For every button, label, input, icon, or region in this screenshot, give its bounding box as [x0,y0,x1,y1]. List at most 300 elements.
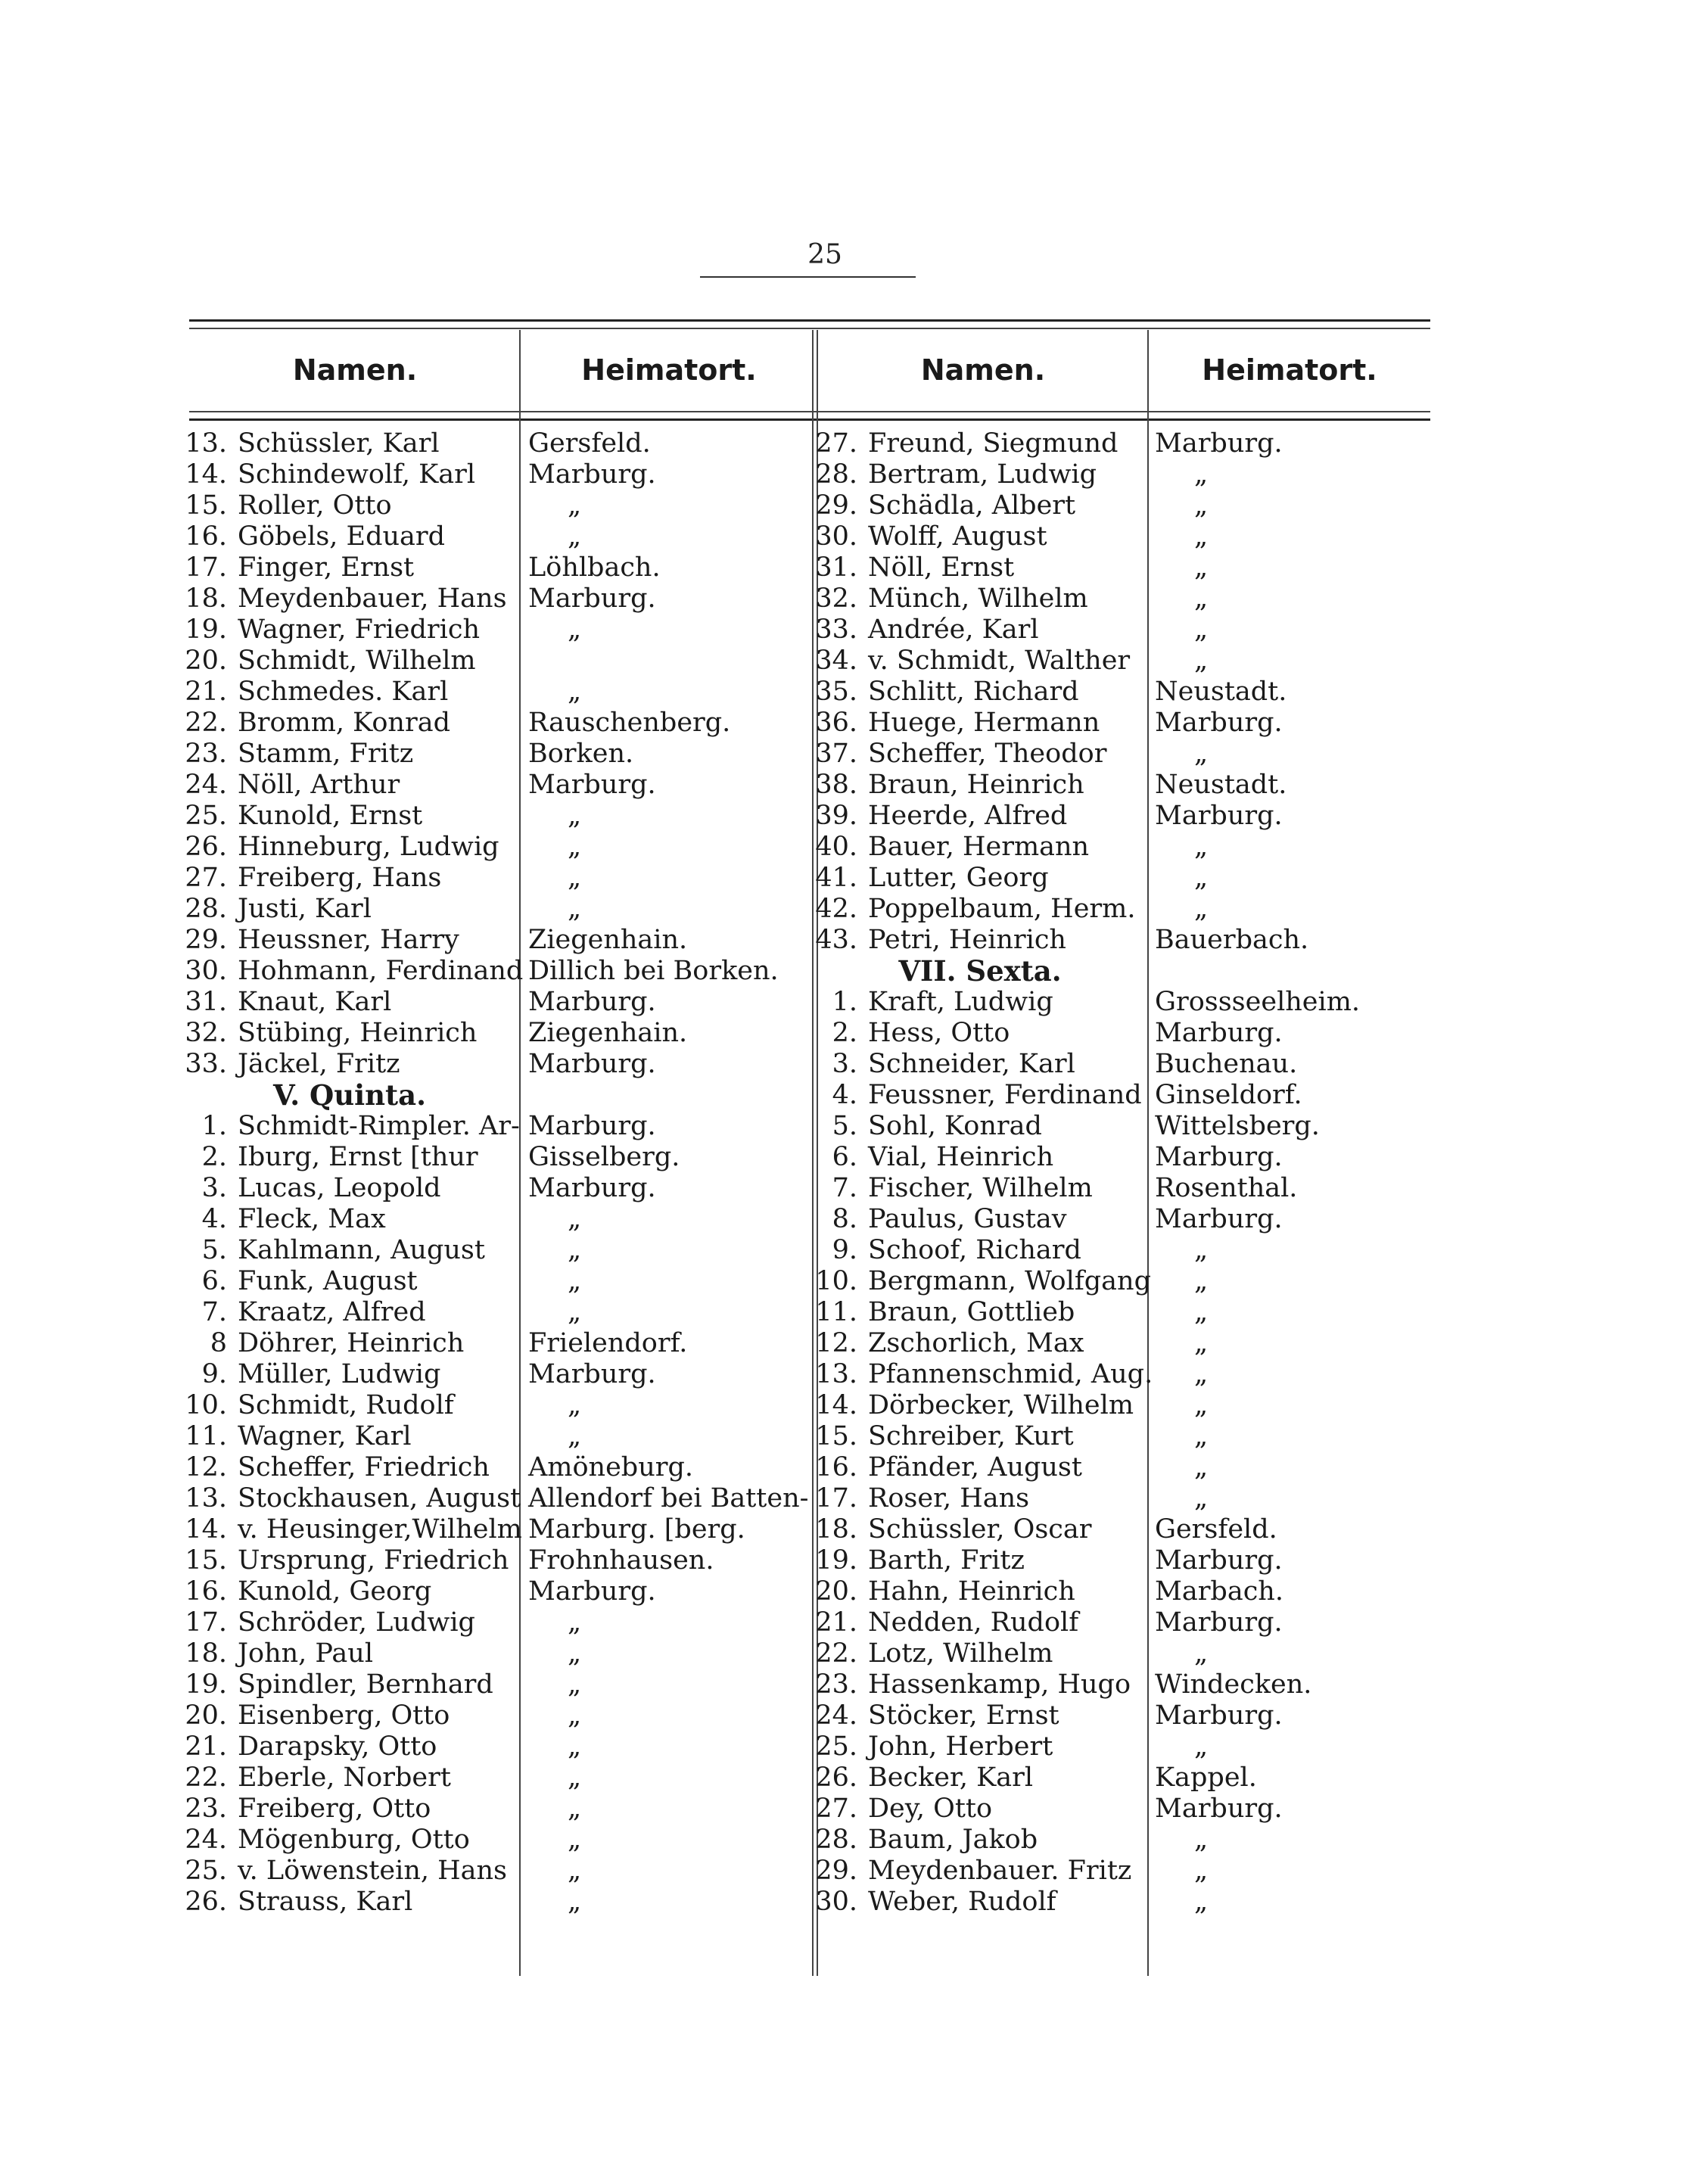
header-namen-right: Namen. [920,353,1046,387]
entry-number: 19. [185,1669,227,1700]
student-entry [814,1514,1147,1545]
ditto-mark: „ [1194,1328,1209,1358]
student-name: Sohl, Konrad [868,1111,1042,1141]
student-entry [814,1297,1147,1328]
student-name: Ursprung, Friedrich [238,1545,509,1576]
ditto-mark: „ [1194,832,1209,862]
student-entry [814,614,1147,646]
table-header-rule [189,411,1430,421]
place-cell [1149,1731,1430,1762]
place-cell [1149,1669,1430,1700]
entry-number: 9. [201,1359,227,1389]
place-cell [522,1514,810,1545]
entry-number: 27. [815,428,857,459]
ditto-mark: „ [1194,1297,1209,1327]
student-name: Wolff, August [868,521,1047,552]
student-entry [814,832,1147,863]
ditto-mark: „ [568,801,582,831]
place-cell [522,1235,810,1266]
table-top-rule [189,319,1430,329]
place-cell [1149,1297,1430,1328]
student-name: v. Schmidt, Walther [868,646,1131,676]
hometown: Kappel. [1155,1762,1257,1793]
place-cell [1149,1173,1430,1204]
hometown: Marburg. [berg. [528,1514,745,1545]
student-entry [183,521,516,552]
entry-number: 23. [185,739,227,769]
place-cell [522,1794,810,1825]
entry-number: 25. [815,1731,857,1762]
hometown [522,646,528,676]
place-cell [1149,1887,1430,1918]
entry-number: 2. [201,1142,227,1172]
student-entry [183,1545,516,1576]
student-entry [183,894,516,925]
entry-number: 2. [832,1018,857,1048]
entry-number: 21. [815,1607,857,1638]
ditto-mark: „ [1194,552,1209,583]
student-entry [814,1576,1147,1607]
hometown: Allendorf bei Batten- [528,1483,809,1514]
ditto-mark: „ [1194,1825,1209,1855]
place-cell [1149,1638,1430,1669]
student-name: Pfänder, August [868,1452,1082,1482]
student-name: Paulus, Gustav [868,1204,1067,1234]
place-cell [522,925,810,956]
student-entry [814,894,1147,925]
student-entry [814,770,1147,801]
hometown: Grossseelheim. [1155,987,1361,1017]
student-name: Mögenburg, Otto [238,1825,470,1855]
entry-number: 22. [185,708,227,738]
student-name: Lucas, Leopold [238,1173,441,1203]
student-entry [814,1452,1147,1483]
entry-number: 5. [832,1111,857,1141]
student-name: Freiberg, Hans [238,863,442,893]
entry-number: 32. [815,583,857,614]
entry-number: 30. [815,1887,857,1917]
student-entry [814,1080,1147,1111]
place-cell [1149,1204,1430,1235]
ditto-mark: „ [1194,1731,1209,1762]
place-cell [1149,521,1430,552]
student-name: Funk, August [238,1266,418,1296]
student-entry [183,583,516,614]
student-entry [183,1421,516,1452]
student-name: Hassenkamp, Hugo [868,1669,1131,1700]
hometown: Marburg. [1155,1142,1283,1172]
student-entry [814,1359,1153,1390]
place-cell [1149,770,1430,801]
column-divider [519,330,521,1976]
hometown: Rauschenberg. [528,708,731,738]
entry-number: 19. [815,1545,857,1576]
student-name: Heerde, Alfred [868,801,1068,831]
entry-number: 14. [185,459,227,490]
entry-number: 16. [815,1452,857,1482]
entry-number: 17. [185,552,227,583]
entry-number: 32. [185,1018,227,1048]
student-entry [183,1173,516,1204]
header-heimatort-right: Heimatort. [1202,353,1377,387]
ditto-mark: „ [568,863,582,893]
entry-number: 18. [185,1638,227,1669]
entry-number: 30. [185,956,227,986]
ditto-mark: „ [568,1700,582,1731]
entry-number: 28. [815,459,857,490]
hometown: Ziegenhain. [528,1018,688,1048]
entry-number: 42. [815,894,857,924]
student-entry [183,1452,516,1483]
entry-number: 3. [201,1173,227,1203]
hometown: Amöneburg. [528,1452,693,1482]
student-name: Braun, Heinrich [868,770,1084,800]
hometown: Marburg. [528,987,656,1017]
student-entry [814,1545,1147,1576]
entry-number: 11. [815,1297,857,1327]
hometown: Windecken. [1155,1669,1312,1700]
student-entry [183,863,516,894]
student-name: Lotz, Wilhelm [868,1638,1053,1669]
student-entry [814,1390,1147,1421]
student-name: Roller, Otto [238,490,392,521]
hometown: Marburg. [1155,1700,1283,1731]
student-name: Heussner, Harry [238,925,459,955]
student-entry [183,1576,516,1607]
student-name: Kraatz, Alfred [238,1297,426,1327]
ditto-mark: „ [568,832,582,862]
hometown: Frielendorf. [528,1328,688,1358]
student-name: Stockhausen, August [238,1483,521,1514]
right-names-column [814,428,1153,1918]
ditto-mark: „ [1194,521,1209,552]
student-entry [814,801,1147,832]
student-entry [814,1111,1147,1142]
place-cell [1149,1421,1430,1452]
place-cell [1149,1762,1430,1794]
place-cell [522,459,810,490]
student-name: Wagner, Karl [238,1421,412,1451]
student-entry [814,1483,1147,1514]
section-heading: VII. Sexta. [898,954,1062,988]
student-name: Strauss, Karl [238,1887,413,1917]
student-name: Vial, Heinrich [868,1142,1054,1172]
student-entry [183,1607,516,1638]
place-cell [522,1825,810,1856]
entry-number: 28. [815,1825,857,1855]
place-cell [1149,459,1430,490]
hometown: Frohnhausen. [528,1545,714,1576]
student-name: Kahlmann, August [238,1235,485,1265]
ditto-mark: „ [568,614,582,645]
ditto-mark: „ [1194,583,1209,614]
ditto-mark: „ [1194,1638,1209,1669]
entry-number: 25. [185,1856,227,1886]
entry-number: 15. [185,490,227,521]
student-name: Nöll, Ernst [868,552,1015,583]
student-name: Schneider, Karl [868,1049,1075,1079]
entry-number: 18. [185,583,227,614]
place-cell [522,552,810,583]
student-name: Nedden, Rudolf [868,1607,1079,1638]
place-cell [522,1204,810,1235]
entry-number: 20. [185,646,227,676]
place-cell [1149,1607,1430,1638]
entry-number: 37. [815,739,857,769]
ditto-mark: „ [1194,1235,1209,1265]
entry-number: 6. [832,1142,857,1172]
place-cell [1149,1235,1430,1266]
student-entry [814,677,1147,708]
student-entry [814,1266,1151,1297]
student-entry [183,1297,516,1328]
student-entry [183,1142,516,1173]
entry-number: 36. [815,708,857,738]
student-entry [814,1204,1147,1235]
student-entry [814,1421,1147,1452]
student-name: Jäckel, Fritz [238,1049,400,1079]
entry-number: 41. [815,863,857,893]
student-name: Kraft, Ludwig [868,987,1053,1017]
student-entry [183,1825,516,1856]
place-cell [1149,1545,1430,1576]
student-entry [183,1266,516,1297]
entry-number: 18. [815,1514,857,1545]
entry-number: 4. [832,1080,857,1110]
student-name: Hahn, Heinrich [868,1576,1075,1607]
table-body [185,428,1430,1980]
entry-number: 35. [815,677,857,707]
hometown: Bauerbach. [1155,925,1309,955]
ditto-mark: „ [568,1235,582,1265]
entry-number: 26. [815,1762,857,1793]
place-cell [522,1359,810,1390]
entry-number: 21. [185,1731,227,1762]
entry-number: 19. [185,614,227,645]
entry-number: 39. [815,801,857,831]
entry-number: 27. [815,1794,857,1824]
student-name: Hohmann, Ferdinand [238,956,524,986]
ditto-mark: „ [568,1390,582,1420]
entry-number: 29. [185,925,227,955]
hometown: Löhlbach. [528,552,661,583]
hometown: Gersfeld. [1155,1514,1277,1545]
student-name: Schüssler, Oscar [868,1514,1092,1545]
student-name: Meydenbauer. Fritz [868,1856,1132,1886]
place-cell [1149,428,1430,459]
place-cell [1149,614,1430,646]
place-cell [1149,956,1430,987]
student-name: Bertram, Ludwig [868,459,1097,490]
place-cell [522,1576,810,1607]
entry-number: 23. [815,1669,857,1700]
hometown: Neustadt. [1155,677,1287,707]
student-entry [814,490,1147,521]
student-entry [814,1731,1147,1762]
ditto-mark: „ [568,1731,582,1762]
ditto-mark: „ [568,1204,582,1234]
place-cell [1149,1111,1430,1142]
entry-number: 29. [815,1856,857,1886]
student-entry [183,677,516,708]
student-entry [183,1762,516,1794]
hometown: Marburg. [1155,1607,1283,1638]
student-entry [183,614,516,646]
ditto-mark: „ [568,1266,582,1296]
place-cell [1149,987,1430,1018]
place-cell [522,677,810,708]
entry-number: 12. [815,1328,857,1358]
entry-number: 38. [815,770,857,800]
student-entry [814,1049,1147,1080]
place-cell [1149,1514,1430,1545]
student-name: Schröder, Ludwig [238,1607,475,1638]
place-cell [522,1669,810,1700]
ditto-mark: „ [1194,863,1209,893]
student-entry [183,428,516,459]
hometown: Wittelsberg. [1155,1111,1320,1141]
place-cell [522,1731,810,1762]
hometown: Buchenau. [1155,1049,1298,1079]
student-entry [183,1731,516,1762]
student-name: Feussner, Ferdinand [868,1080,1142,1110]
place-cell [522,1049,810,1080]
student-name: Schädla, Albert [868,490,1076,521]
entry-number: 29. [815,490,857,521]
ditto-mark: „ [1194,1452,1209,1482]
entry-number: 24. [185,770,227,800]
student-name: Braun, Gottlieb [868,1297,1075,1327]
hometown: Marburg. [528,1173,656,1203]
student-name: Knaut, Karl [238,987,392,1017]
header-heimatort-left: Heimatort. [581,353,757,387]
student-entry [814,1887,1147,1918]
entry-number: 11. [185,1421,227,1451]
student-entry [183,801,516,832]
student-entry [814,1856,1147,1887]
student-name: Dey, Otto [868,1794,993,1824]
ditto-mark: „ [568,677,582,707]
ditto-mark: „ [568,894,582,924]
place-cell [522,614,810,646]
ditto-mark: „ [1194,1421,1209,1451]
hometown: Marburg. [528,1111,656,1141]
student-entry [183,956,524,987]
place-cell [1149,1700,1430,1731]
student-name: Scheffer, Theodor [868,739,1107,769]
ditto-mark: „ [1194,894,1209,924]
student-name: Pfannenschmid, Aug. [868,1359,1153,1389]
entry-number: 17. [185,1607,227,1638]
ditto-mark: „ [568,1669,582,1700]
student-entry [183,708,516,739]
left-places-column [522,428,810,1918]
entry-number: 21. [185,677,227,707]
place-cell [522,1111,810,1142]
student-entry [814,1235,1147,1266]
student-entry [814,646,1147,677]
student-name: Freiberg, Otto [238,1794,431,1824]
student-name: Petri, Heinrich [868,925,1066,955]
hometown: Gisselberg. [528,1142,680,1172]
place-cell [522,1887,810,1918]
place-cell [522,739,810,770]
place-cell [1149,677,1430,708]
student-name: Huege, Hermann [868,708,1100,738]
student-name: Becker, Karl [868,1762,1034,1793]
student-name: Göbels, Eduard [238,521,446,552]
student-entry [183,739,516,770]
entry-number: 10. [185,1390,227,1420]
place-cell [1149,863,1430,894]
student-name: Justi, Karl [238,894,372,924]
place-cell [1149,1328,1430,1359]
ditto-mark: „ [1194,1483,1209,1514]
student-name: John, Paul [238,1638,374,1669]
place-cell [522,1080,810,1111]
student-entry [814,459,1147,490]
entry-number: 30. [815,521,857,552]
hometown: Marbach. [1155,1576,1283,1607]
entry-number: 33. [815,614,857,645]
place-cell [522,801,810,832]
ditto-mark: „ [1194,1359,1209,1389]
place-cell [1149,1452,1430,1483]
student-name: Stamm, Fritz [238,739,414,769]
student-name: Hinneburg, Ludwig [238,832,499,862]
place-cell [1149,1483,1430,1514]
page-number: 25 [807,239,842,270]
student-entry [814,1825,1147,1856]
place-cell [1149,801,1430,832]
student-name: Schmedes. Karl [238,677,449,707]
place-cell [1149,1049,1430,1080]
student-name: Bauer, Hermann [868,832,1090,862]
place-cell [1149,552,1430,583]
student-entry [814,521,1147,552]
entry-number: 16. [185,1576,227,1607]
hometown: Rosenthal. [1155,1173,1298,1203]
entry-number: 24. [815,1700,857,1731]
student-entry [183,1794,516,1825]
student-entry [814,1328,1147,1359]
student-entry [814,1794,1147,1825]
student-name: Eisenberg, Otto [238,1700,450,1731]
student-entry [183,1700,516,1731]
place-cell [1149,1080,1430,1111]
place-cell [1149,894,1430,925]
student-entry [814,583,1147,614]
student-name: Schmidt-Rimpler. Ar- [238,1111,520,1141]
ditto-mark: „ [1194,739,1209,769]
hometown: Neustadt. [1155,770,1287,800]
student-entry [183,1887,516,1918]
entry-number: 26. [185,832,227,862]
entry-number: 27. [185,863,227,893]
place-cell [1149,832,1430,863]
place-cell [522,708,810,739]
student-name: Kunold, Georg [238,1576,432,1607]
page-number-rule [700,276,916,278]
entry-number: 1. [201,1111,227,1141]
entry-number: 12. [185,1452,227,1482]
student-name: Finger, Ernst [238,552,415,583]
place-cell [1149,1576,1430,1607]
entry-number: 20. [815,1576,857,1607]
student-entry [814,552,1147,583]
hometown: Ginseldorf. [1155,1080,1302,1110]
student-entry [183,1204,516,1235]
